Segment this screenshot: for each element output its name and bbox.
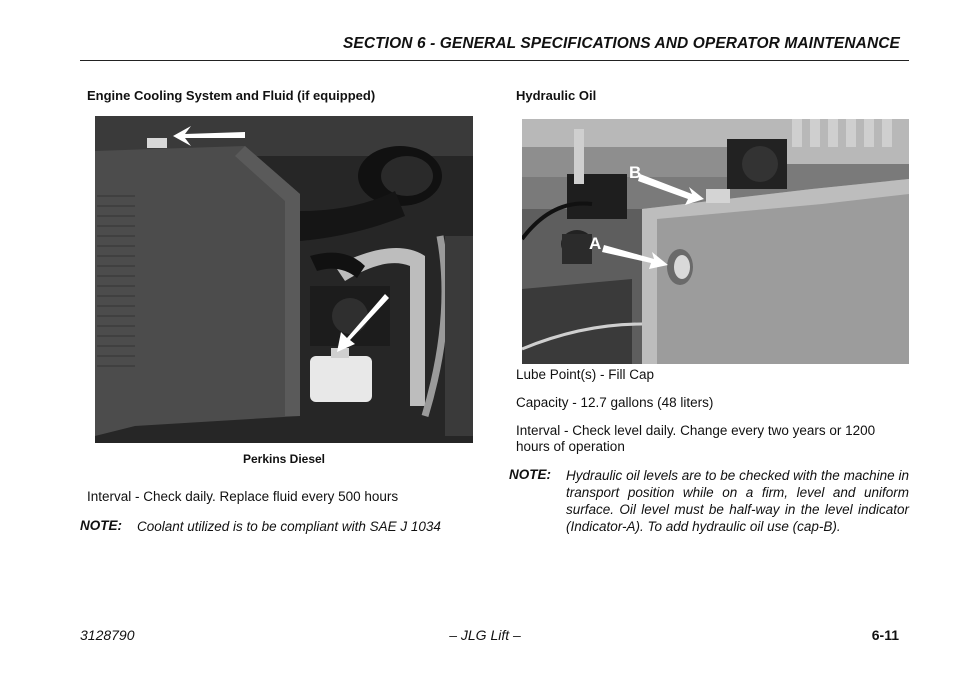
lube-point-text: Lube Point(s) - Fill Cap	[516, 367, 655, 382]
callout-b-label: B	[629, 163, 642, 182]
hydraulic-note-text: Hydraulic oil levels are to be checked with the machine in transport position while on a firm, level and uniform surface. Oil level must be half-way in the level indicator (Indicator-A). To add hydraulic oil use (cap-B).	[566, 468, 909, 534]
page-number: 6-11	[871, 627, 899, 643]
coolant-note-text: Coolant utilized is to be compliant with SAE J 1034	[137, 519, 441, 534]
footer-brand: – JLG Lift –	[449, 627, 521, 643]
hydraulic-photo	[522, 119, 909, 364]
engine-photo	[95, 116, 473, 443]
engine-photo-caption: Perkins Diesel	[242, 452, 326, 466]
coolant-note-label: NOTE:	[80, 518, 122, 533]
section-title: SECTION 6 - GENERAL SPECIFICATIONS AND OPERATOR MAINTENANCE	[342, 35, 900, 52]
document-number: 3128790	[80, 627, 135, 643]
coolant-interval-text: Interval - Check daily. Replace fluid every 500 hours	[87, 489, 399, 504]
engine-illustration	[95, 116, 473, 443]
callout-a-label: A	[589, 234, 602, 253]
hydraulic-interval-line-1: Interval - Check level daily. Change every two years or 1200	[516, 423, 876, 438]
capacity-text: Capacity - 12.7 gallons (48 liters)	[516, 395, 714, 410]
hydraulic-note-label: NOTE:	[509, 467, 551, 482]
header-rule	[80, 60, 909, 61]
hydraulic-tank-illustration	[522, 119, 909, 364]
engine-cooling-heading: Engine Cooling System and Fluid (if equipped)	[87, 88, 376, 103]
hydraulic-interval-line-2: hours of operation	[516, 439, 625, 454]
hydraulic-oil-heading: Hydraulic Oil	[516, 88, 597, 103]
